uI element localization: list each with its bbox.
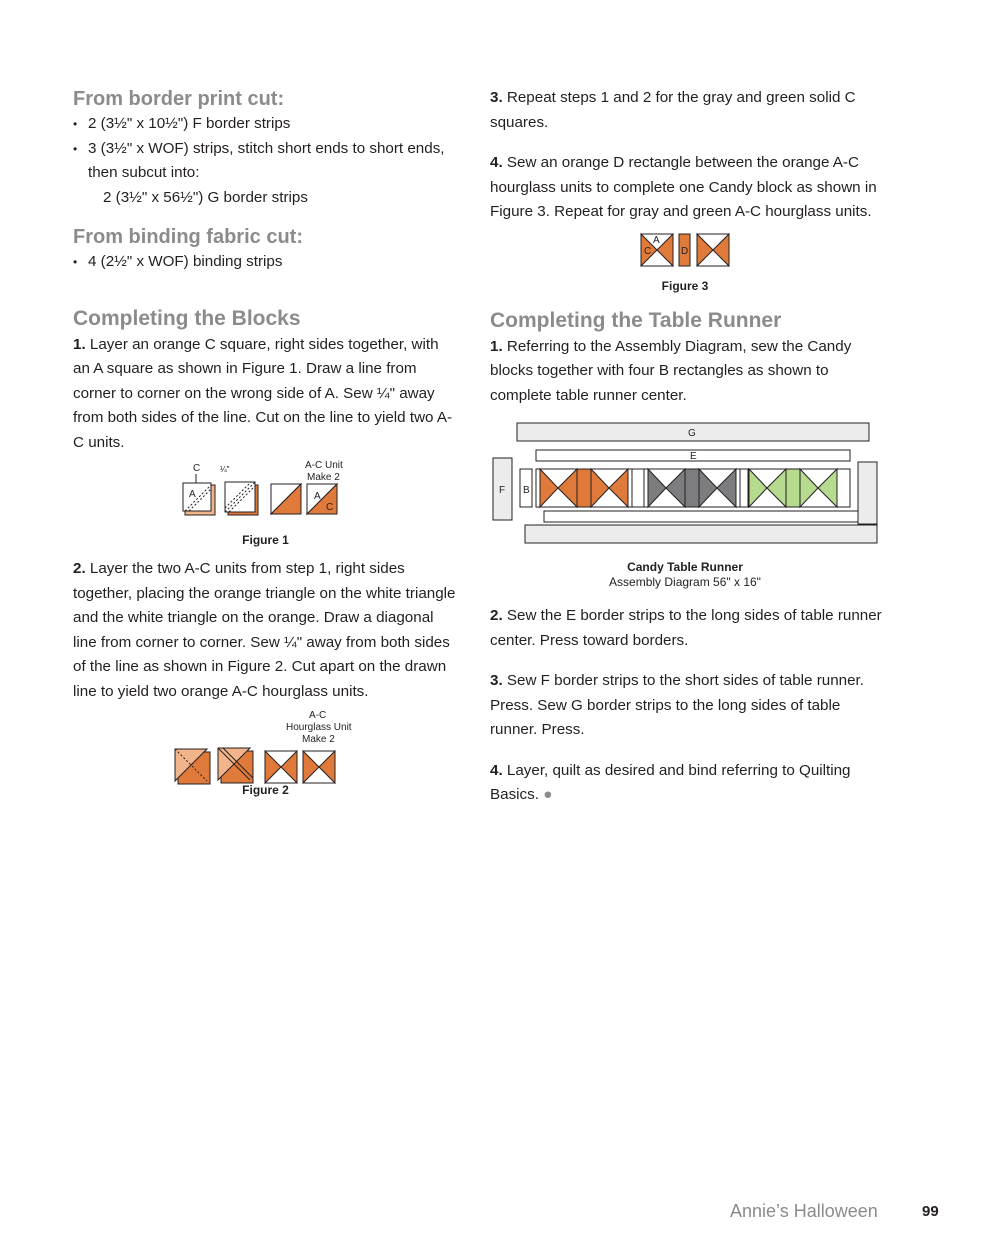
step-number: 2. (490, 607, 503, 624)
step-text: Layer, quilt as desired and bind referring to Quilting Basics. (490, 761, 851, 803)
list-item: • 2 (3½" x 10½") F border strips (73, 112, 458, 137)
step-text: Sew an orange D rectangle between the orange A-C hourglass units to complete one Candy block as shown in Figure 3. Repeat for gray and green A-C hourglass units. (490, 154, 877, 220)
figure-3-caption: Figure 3 (661, 278, 709, 293)
runner-step-4 (490, 759, 890, 808)
label-a: A (189, 489, 196, 500)
list-item: • 3 (3½" x WOF) strips, stitch short ends to short ends, then subcut into: (73, 137, 458, 186)
blocks-step-3 (490, 86, 890, 135)
step-number: 4. (490, 761, 503, 779)
runner-step-2 (490, 604, 890, 653)
label-f: F (499, 485, 506, 496)
subcut-line: 2 (3½" x 56½") G border strips (103, 188, 308, 206)
end-mark-icon: ● (543, 786, 553, 803)
assembly-diagram-drawing (490, 418, 890, 558)
label-c: C (193, 463, 201, 474)
blocks-step-1 (73, 333, 458, 456)
label-b: B (523, 485, 530, 496)
strip-f-right (858, 462, 877, 524)
border-print-heading: From border print cut: (73, 88, 285, 110)
page-number: 99 (922, 1203, 939, 1220)
step-text: Layer an orange C square, right sides together, with an A square as shown in Figure 1. Draw a line from corner to corner on the wrong side of A. Sew ¼" away from both sides of the line. Cut on the line to yield two A-C units. (73, 335, 453, 451)
hourglass-right (697, 234, 729, 266)
unit-make: Make 2 (307, 472, 340, 483)
step-text: Layer the two A-C units from step 1, right sides together, placing the orange triangle on the white triangle and the white triangle on the orange. Draw a diagonal line from corner to corner. Sew ¼" away from both sides of the line as shown in Figure 2. Cut apart on the drawn line to yield two orange A-C hourglass units. (73, 560, 456, 700)
figure-1 (73, 459, 458, 539)
step-number: 3. (490, 672, 503, 689)
runner-step-1 (490, 335, 890, 409)
strip-e-bottom (544, 511, 858, 522)
label-a: A (653, 234, 660, 246)
strip-g-bottom (525, 525, 877, 543)
rect-b-3 (740, 469, 748, 507)
label-c: C (644, 245, 652, 257)
assembly-diagram (490, 418, 890, 558)
right-column (490, 86, 890, 808)
label-e: E (690, 451, 697, 462)
list-item: • 4 (2½" x WOF) binding strips (73, 250, 458, 275)
diagram-subtitle: Assembly Diagram 56" x 16" (609, 575, 761, 589)
rect-b-2 (632, 469, 644, 507)
title-line-2: Hourglass Unit (286, 722, 352, 733)
figure-2-drawing (73, 706, 458, 786)
diagram-title: Candy Table Runner (627, 560, 743, 574)
candy-block-orange (540, 469, 628, 507)
square-a (183, 483, 211, 511)
figure-2 (73, 706, 458, 786)
figure-3 (490, 231, 890, 269)
label-c2: C (326, 502, 334, 513)
border-print-list (73, 112, 458, 186)
candy-block-green (749, 469, 837, 507)
unit-title: A-C Unit (305, 460, 343, 471)
title-line-3: Make 2 (302, 734, 335, 745)
step-text: Sew the E border strips to the long sides of table runner center. Press toward borders. (490, 607, 882, 649)
binding-heading: From binding fabric cut: (73, 226, 303, 248)
candy-block-gray (648, 469, 736, 507)
step-number: 4. (490, 154, 503, 171)
left-column (73, 86, 458, 797)
binding-list (73, 250, 458, 275)
figure-1-caption: Figure 1 (242, 533, 289, 547)
table-runner-heading: Completing the Table Runner (490, 308, 782, 332)
title-line-1: A-C (309, 710, 327, 721)
figure-2-caption: Figure 2 (242, 783, 289, 797)
label-quarter: ¼" (220, 465, 230, 474)
figure-1-drawing (73, 459, 458, 539)
figure-3-drawing (490, 231, 890, 269)
footer-title: Annie’s Halloween (730, 1201, 878, 1221)
step-text: Repeat steps 1 and 2 for the gray and green solid C squares. (490, 89, 856, 131)
blocks-step-2 (73, 557, 458, 704)
step-number: 1. (490, 337, 503, 355)
label-a2: A (314, 491, 321, 502)
step-number: 2. (73, 560, 86, 577)
label-d: D (681, 245, 689, 257)
diagram-caption (490, 560, 880, 590)
step-number: 1. (73, 335, 86, 353)
step-text: Sew F border strips to the short sides of table runner. Press. Sew G border strips to the long sides of table runner. Press. (490, 672, 864, 738)
hourglass-unit-2 (303, 751, 335, 783)
label-g: G (688, 428, 696, 439)
blocks-step-4 (490, 151, 890, 225)
step-text: Referring to the Assembly Diagram, sew the Candy blocks together with four B rectangles as shown to complete table runner center. (490, 337, 852, 404)
completing-blocks-heading: Completing the Blocks (73, 306, 301, 330)
step-number: 3. (490, 89, 503, 106)
hourglass-unit-1 (265, 751, 297, 783)
runner-step-3 (490, 669, 890, 743)
